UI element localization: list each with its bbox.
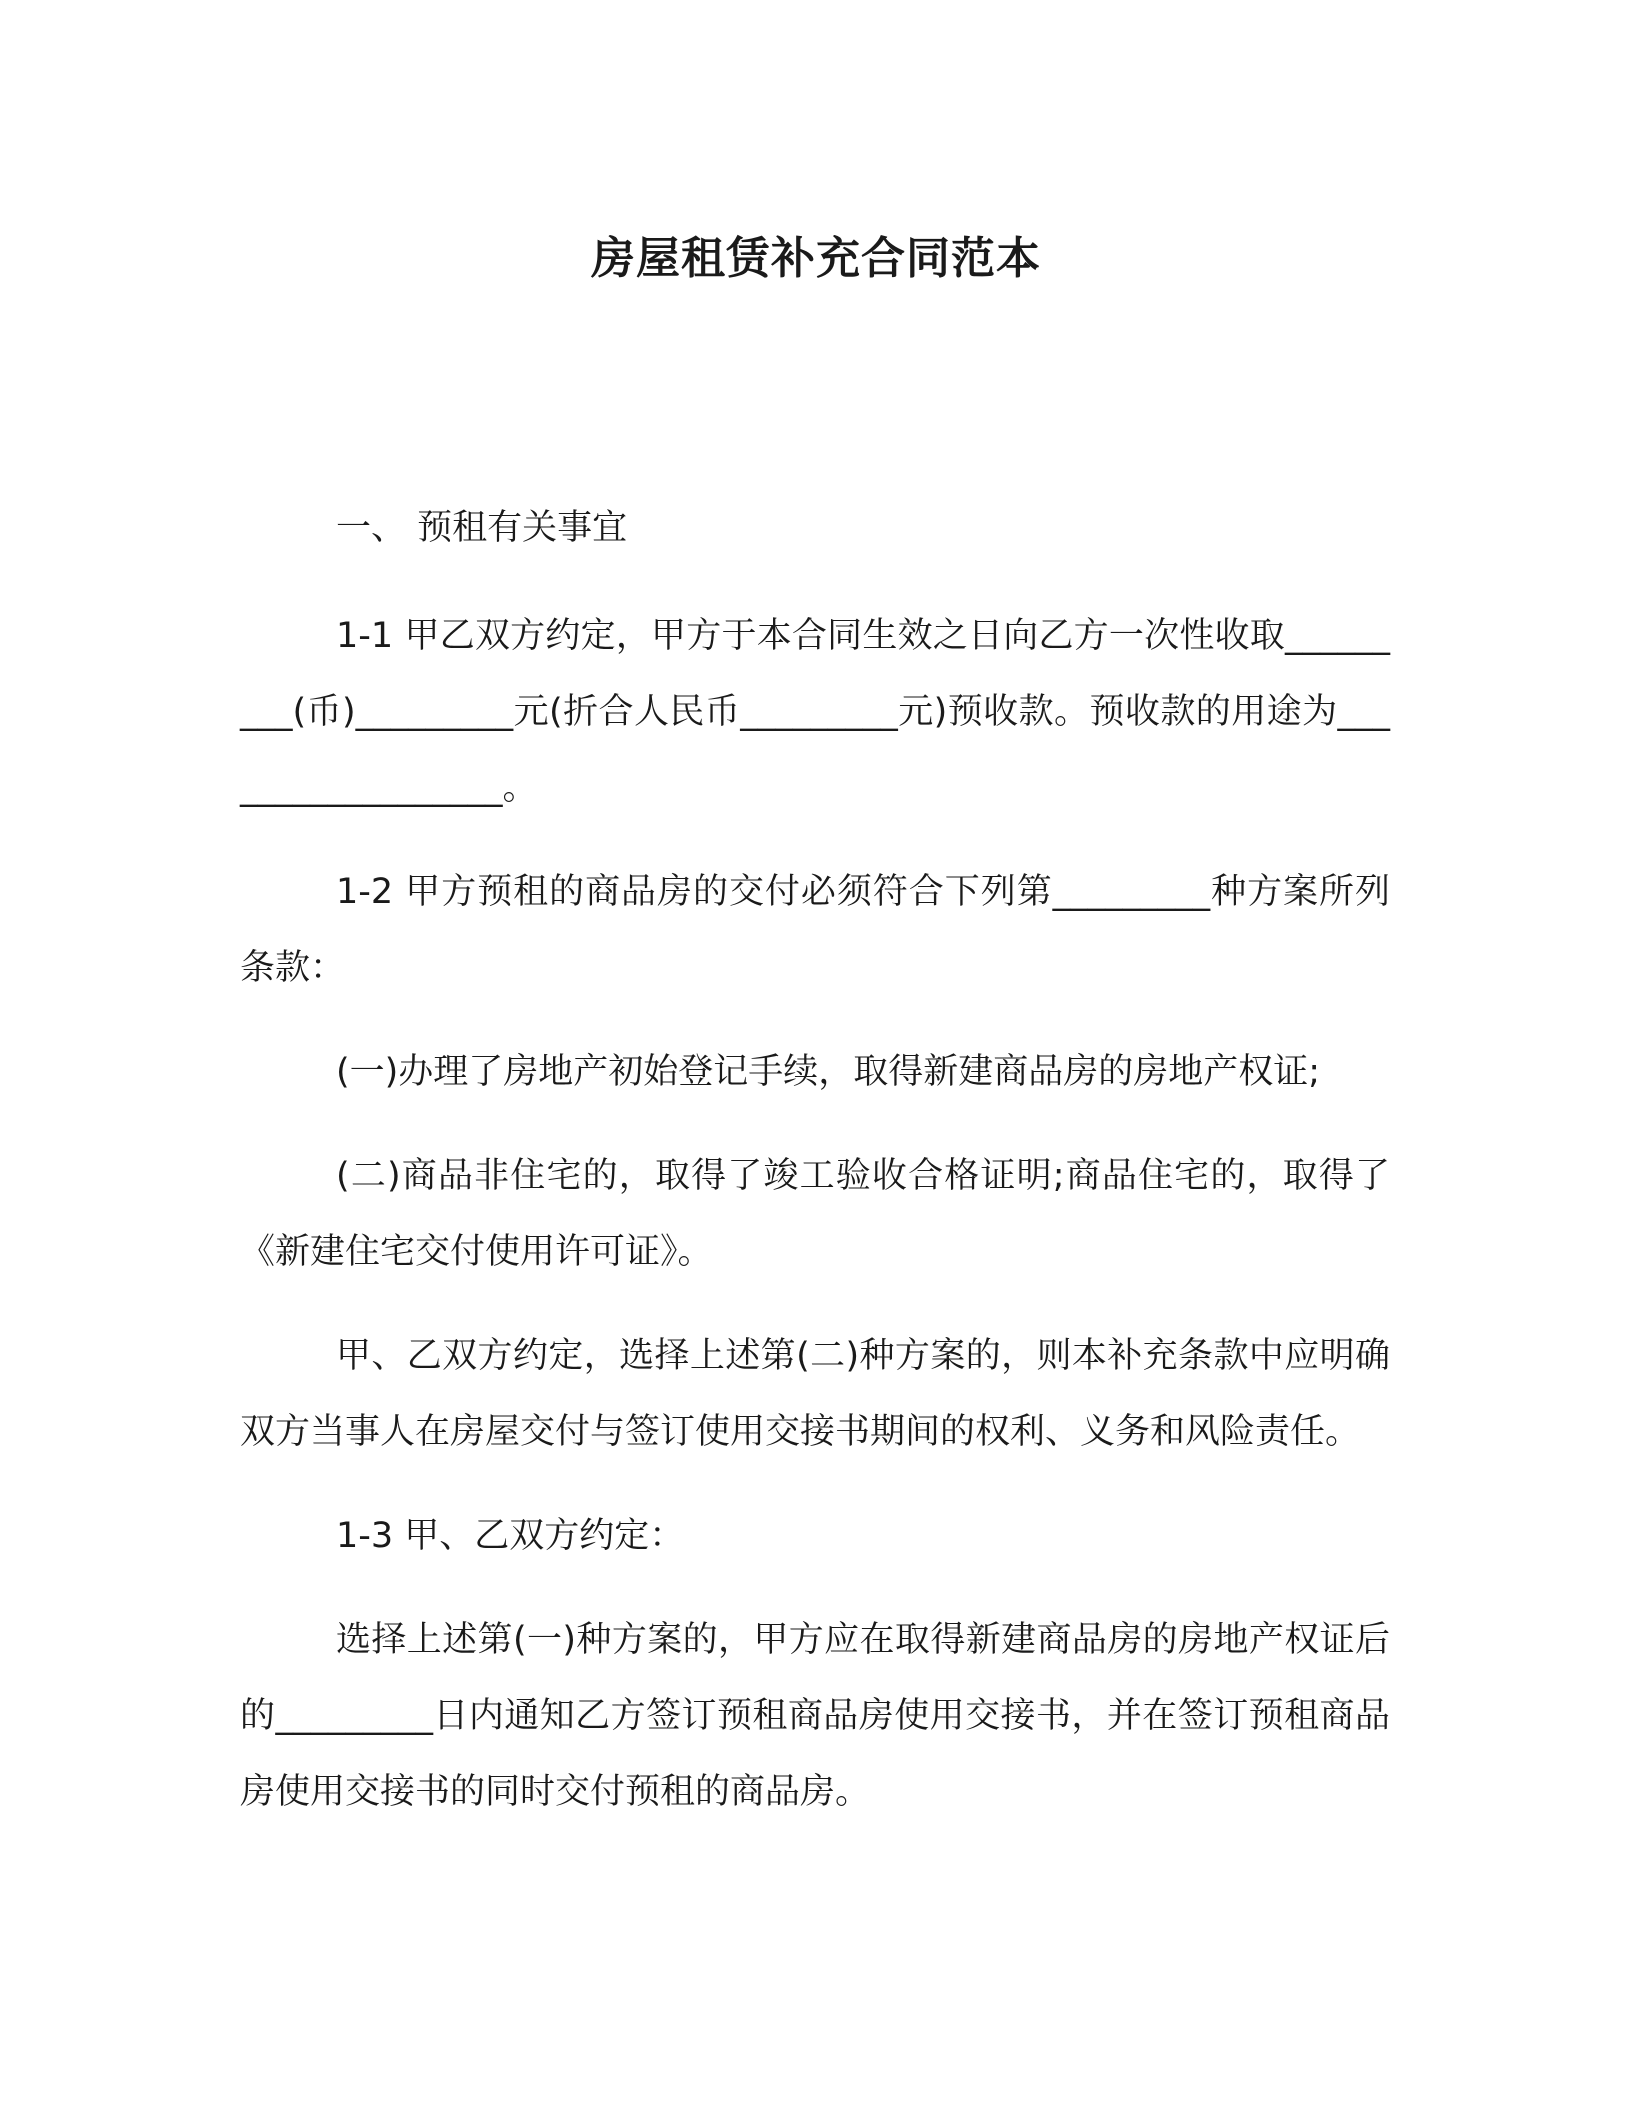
paragraph-agreement: 甲、乙双方约定，选择上述第(二)种方案的，则本补充条款中应明确双方当事人在房屋交付与签订使用交接书期间的权利、义务和风险责任。	[240, 1336, 1390, 1452]
paragraph-option-1-terms: 选择上述第(一)种方案的，甲方应在取得新建商品房的房地产权证后的_________日内通知乙方签订预租商品房使用交接书，并在签订预租商品房使用交接书的同时交付预租的商品房。	[240, 1620, 1390, 1812]
document-body	[240, 490, 1390, 1858]
section-heading: 一、 预租有关事宜	[336, 508, 628, 548]
paragraph-option-1: (一)办理了房地产初始登记手续，取得新建商品房的房地产权证;	[336, 1052, 1321, 1092]
paragraph-1-2: 1-2 甲方预租的商品房的交付必须符合下列第_________种方案所列条款：	[240, 872, 1390, 988]
paragraph-1-1: 1-1 甲乙双方约定，甲方于本合同生效之日向乙方一次性收取_________(币)_________元(折合人民币_________元)预收款。预收款的用途为__________________。	[240, 616, 1390, 808]
paragraph-1-3: 1-3 甲、乙双方约定：	[336, 1516, 685, 1556]
document-title: 房屋租赁补充合同范本	[591, 233, 1041, 284]
paragraph-option-2: (二)商品非住宅的，取得了竣工验收合格证明;商品住宅的，取得了《新建住宅交付使用许可证》。	[240, 1156, 1390, 1272]
